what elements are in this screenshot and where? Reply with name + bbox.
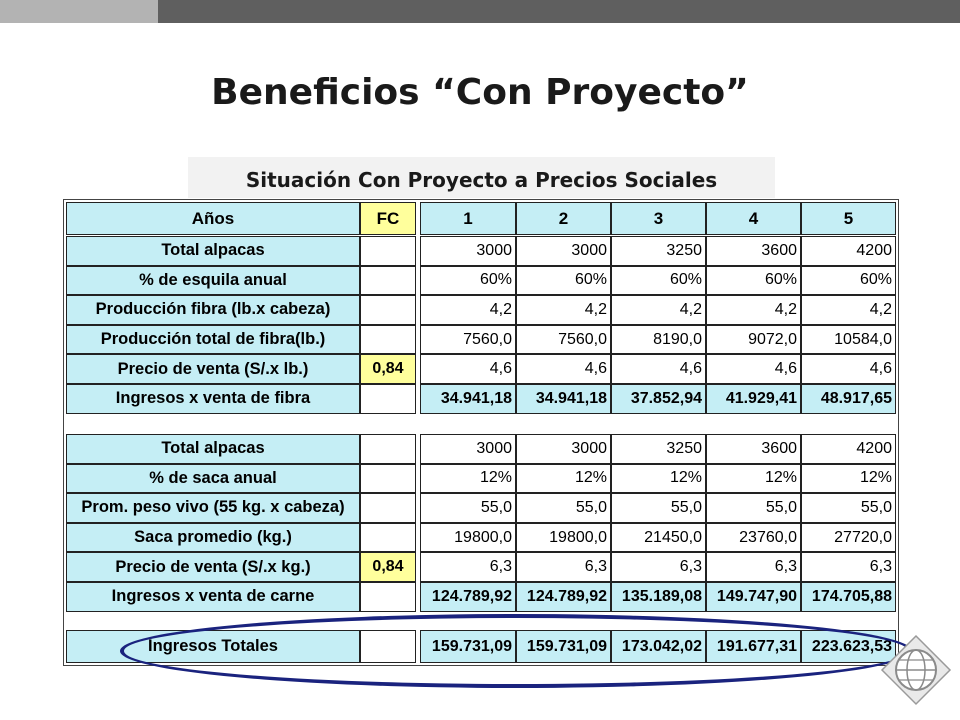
value-cell: 12% bbox=[420, 464, 516, 494]
fc-empty-cell bbox=[360, 434, 416, 464]
value-cell: 4,2 bbox=[420, 295, 516, 325]
value-cell: 55,0 bbox=[420, 493, 516, 523]
value-cell: 23760,0 bbox=[706, 523, 801, 553]
header-fc-cell: FC bbox=[360, 202, 416, 235]
value-cell: 6,3 bbox=[420, 552, 516, 582]
fc-empty-cell bbox=[360, 295, 416, 325]
value-cell: 19800,0 bbox=[420, 523, 516, 553]
total-value-cell: 191.677,31 bbox=[706, 630, 801, 663]
value-cell: 4200 bbox=[801, 236, 896, 266]
globe-logo-icon bbox=[876, 630, 956, 710]
subtotal-cell: 37.852,94 bbox=[611, 384, 706, 414]
fc-empty-cell bbox=[360, 325, 416, 355]
subtotal-cell: 135.189,08 bbox=[611, 582, 706, 612]
value-cell: 3600 bbox=[706, 434, 801, 464]
total-row-label: Ingresos Totales bbox=[66, 630, 360, 663]
value-cell: 12% bbox=[611, 464, 706, 494]
value-cell: 7560,0 bbox=[516, 325, 611, 355]
header-anos-cell: Años bbox=[66, 202, 360, 235]
value-cell: 60% bbox=[801, 266, 896, 296]
value-cell: 27720,0 bbox=[801, 523, 896, 553]
row-label: Ingresos x venta de fibra bbox=[66, 384, 360, 414]
value-cell: 6,3 bbox=[801, 552, 896, 582]
value-cell: 12% bbox=[801, 464, 896, 494]
header-year-cell: 2 bbox=[516, 202, 611, 235]
row-label: % de esquila anual bbox=[66, 266, 360, 296]
value-cell: 6,3 bbox=[611, 552, 706, 582]
value-cell: 21450,0 bbox=[611, 523, 706, 553]
fc-empty-cell bbox=[360, 523, 416, 553]
slide-subtitle: Situación Con Proyecto a Precios Sociales bbox=[245, 168, 718, 192]
value-cell: 4,6 bbox=[801, 354, 896, 384]
value-cell: 4,2 bbox=[801, 295, 896, 325]
total-value-cell: 159.731,09 bbox=[516, 630, 611, 663]
value-cell: 55,0 bbox=[801, 493, 896, 523]
value-cell: 4,6 bbox=[516, 354, 611, 384]
value-cell: 60% bbox=[706, 266, 801, 296]
value-cell: 4,2 bbox=[611, 295, 706, 325]
value-cell: 60% bbox=[420, 266, 516, 296]
fc-empty-cell bbox=[360, 266, 416, 296]
value-cell: 4,6 bbox=[611, 354, 706, 384]
subtotal-cell: 34.941,18 bbox=[420, 384, 516, 414]
value-cell: 55,0 bbox=[706, 493, 801, 523]
fc-value-cell: 0,84 bbox=[360, 354, 416, 384]
row-label: Precio de venta (S/.x lb.) bbox=[66, 354, 360, 384]
value-cell: 3000 bbox=[420, 236, 516, 266]
subtotal-cell: 174.705,88 bbox=[801, 582, 896, 612]
value-cell: 3600 bbox=[706, 236, 801, 266]
row-label: Producción fibra (lb.x cabeza) bbox=[66, 295, 360, 325]
subtotal-cell: 41.929,41 bbox=[706, 384, 801, 414]
value-cell: 3250 bbox=[611, 236, 706, 266]
highlight-ellipse bbox=[120, 614, 912, 688]
value-cell: 6,3 bbox=[516, 552, 611, 582]
value-cell: 3000 bbox=[516, 434, 611, 464]
subtotal-cell: 48.917,65 bbox=[801, 384, 896, 414]
value-cell: 4,2 bbox=[706, 295, 801, 325]
fc-empty-cell bbox=[360, 384, 416, 414]
value-cell: 3000 bbox=[420, 434, 516, 464]
spreadsheet-table bbox=[63, 199, 899, 666]
header-year-cell: 5 bbox=[801, 202, 896, 235]
value-cell: 55,0 bbox=[611, 493, 706, 523]
header-year-cell: 4 bbox=[706, 202, 801, 235]
slide-title: Beneficios “Con Proyecto” bbox=[211, 72, 749, 113]
value-cell: 10584,0 bbox=[801, 325, 896, 355]
value-cell: 19800,0 bbox=[516, 523, 611, 553]
row-label: Precio de venta (S/.x kg.) bbox=[66, 552, 360, 582]
value-cell: 60% bbox=[516, 266, 611, 296]
value-cell: 12% bbox=[706, 464, 801, 494]
row-label: Total alpacas bbox=[66, 236, 360, 266]
subtotal-cell: 124.789,92 bbox=[516, 582, 611, 612]
fc-value-cell: 0,84 bbox=[360, 552, 416, 582]
row-label: % de saca anual bbox=[66, 464, 360, 494]
value-cell: 3000 bbox=[516, 236, 611, 266]
subtotal-cell: 34.941,18 bbox=[516, 384, 611, 414]
value-cell: 55,0 bbox=[516, 493, 611, 523]
value-cell: 12% bbox=[516, 464, 611, 494]
row-label: Saca promedio (kg.) bbox=[66, 523, 360, 553]
fc-empty-cell bbox=[360, 582, 416, 612]
value-cell: 60% bbox=[611, 266, 706, 296]
fc-empty-cell bbox=[360, 236, 416, 266]
value-cell: 6,3 bbox=[706, 552, 801, 582]
value-cell: 4,2 bbox=[516, 295, 611, 325]
top-bar-dark bbox=[158, 0, 960, 23]
value-cell: 8190,0 bbox=[611, 325, 706, 355]
row-label: Total alpacas bbox=[66, 434, 360, 464]
row-label: Ingresos x venta de carne bbox=[66, 582, 360, 612]
value-cell: 4,6 bbox=[420, 354, 516, 384]
value-cell: 7560,0 bbox=[420, 325, 516, 355]
fc-empty-cell bbox=[360, 464, 416, 494]
value-cell: 4200 bbox=[801, 434, 896, 464]
total-value-cell: 159.731,09 bbox=[420, 630, 516, 663]
row-label: Producción total de fibra(lb.) bbox=[66, 325, 360, 355]
value-cell: 4,6 bbox=[706, 354, 801, 384]
value-cell: 9072,0 bbox=[706, 325, 801, 355]
fc-empty-cell bbox=[360, 493, 416, 523]
header-year-cell: 3 bbox=[611, 202, 706, 235]
total-value-cell: 223.623,53 bbox=[801, 630, 896, 663]
subtotal-cell: 124.789,92 bbox=[420, 582, 516, 612]
value-cell: 3250 bbox=[611, 434, 706, 464]
total-value-cell: 173.042,02 bbox=[611, 630, 706, 663]
top-bar-light bbox=[0, 0, 158, 23]
header-year-cell: 1 bbox=[420, 202, 516, 235]
subtotal-cell: 149.747,90 bbox=[706, 582, 801, 612]
row-label: Prom. peso vivo (55 kg. x cabeza) bbox=[66, 493, 360, 523]
